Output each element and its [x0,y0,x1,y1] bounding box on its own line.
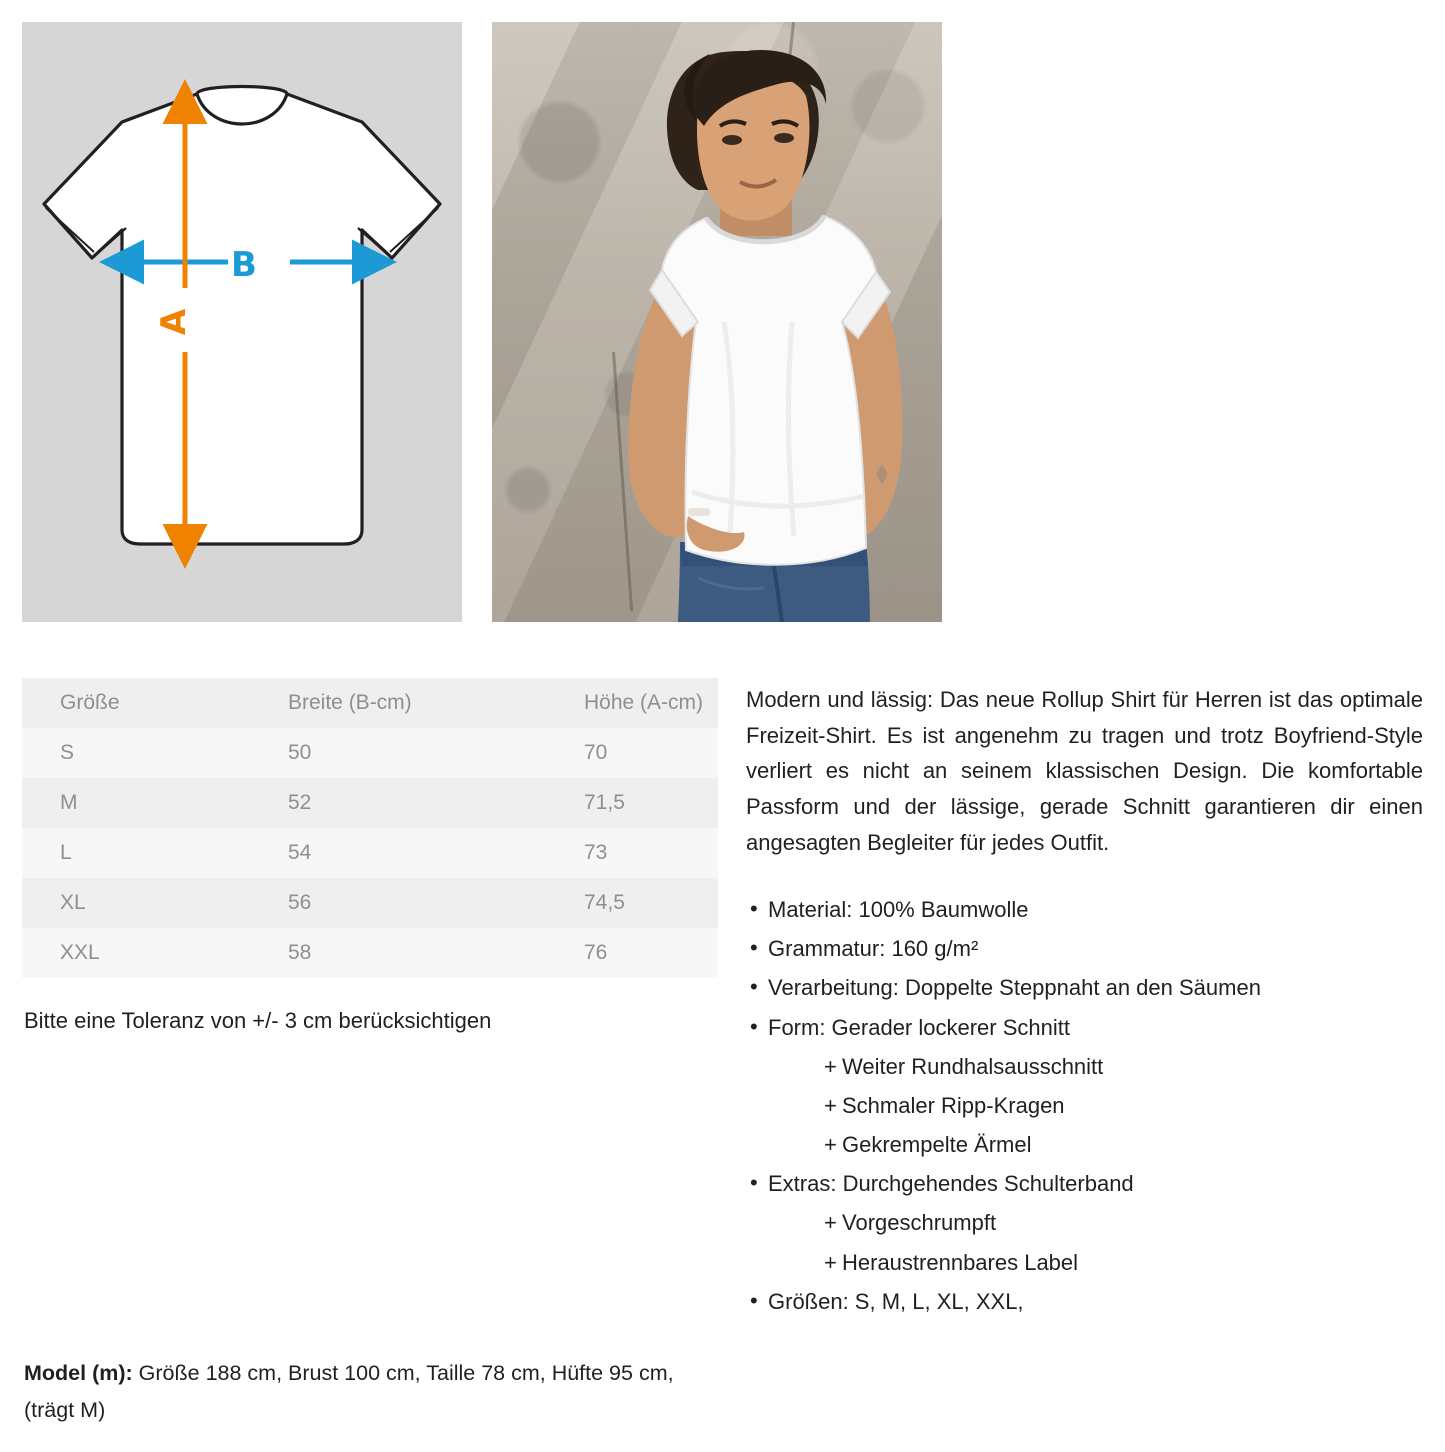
col-header-size: Größe [60,691,120,714]
description-paragraph: Modern und lässig: Das neue Rollup Shirt für Herren ist das optimale Freizeit-Shirt. Es ist angenehm zu tragen und trotz Boyfriend-Style verliert es nicht an seinem klassischen Design. Die komfortable Passform und der lässige, gerade Schnitt garantieren dir einen angesagten Begleiter für jedes Outfit. [746,687,1423,855]
cell-size: XXL [60,941,100,964]
col-header-width: Breite (B-cm) [288,691,412,714]
tolerance-note: Bitte eine Toleranz von +/- 3 cm berücksichtigen [24,1008,492,1033]
size-table-body [22,728,718,978]
list-item-sub: + Schmaler Ripp-Kragen [746,1086,1423,1125]
list-item-sub: + Vorgeschrumpft [746,1203,1423,1242]
size-diagram-panel [22,22,462,622]
list-item: • Größen: S, M, L, XL, XXL, [746,1282,1423,1321]
cell-size: M [60,791,78,814]
model-illustration [492,22,942,622]
size-table [22,678,718,978]
cell-size: S [60,741,75,764]
cell-height: 76 [584,941,608,964]
table-row [22,928,718,978]
model-measurements-note [24,1355,724,1430]
cell-width: 52 [288,791,312,814]
cell-width: 54 [288,841,312,864]
list-item: • Form: Gerader lockerer Schnitt [746,1008,1423,1047]
cell-height: 74,5 [584,891,625,914]
table-row [22,878,718,928]
list-item: • Extras: Durchgehendes Schulterband [746,1164,1423,1203]
product-description-column [746,678,1423,1321]
list-item: • Material: 100% Baumwolle [746,890,1423,929]
table-row [22,828,718,878]
cell-width: 50 [288,741,312,764]
table-row [22,728,718,778]
feature-list [746,890,1423,1321]
media-row [0,0,1445,622]
list-item-sub: + Gekrempelte Ärmel [746,1125,1423,1164]
cell-width: 58 [288,941,312,964]
model-photo [492,22,942,622]
size-table-head [22,678,718,728]
table-header-row [22,678,718,728]
table-row [22,778,718,828]
list-item: • Grammatur: 160 g/m² [746,929,1423,968]
details-row [0,622,1445,1321]
height-letter-label: A [154,308,194,336]
cell-size: XL [60,891,86,914]
tshirt-outline-icon [22,22,462,622]
list-item: • Verarbeitung: Doppelte Steppnaht an den Säumen [746,968,1423,1007]
cell-width: 56 [288,891,312,914]
list-item-sub: + Weiter Rundhalsausschnitt [746,1047,1423,1086]
cell-size: L [60,841,72,864]
cell-height: 73 [584,841,608,864]
model-note-text: Größe 188 cm, Brust 100 cm, Taille 78 cm, Hüfte 95 cm, (trägt M) [24,1360,674,1423]
model-note-label: Model (m): [24,1360,133,1385]
cell-height: 70 [584,741,608,764]
list-item-sub: + Heraustrennbares Label [746,1243,1423,1282]
col-header-height: Höhe (A-cm) [584,691,704,714]
width-letter-label: B [231,245,257,285]
cell-height: 71,5 [584,791,625,814]
size-chart-column [22,678,722,1321]
